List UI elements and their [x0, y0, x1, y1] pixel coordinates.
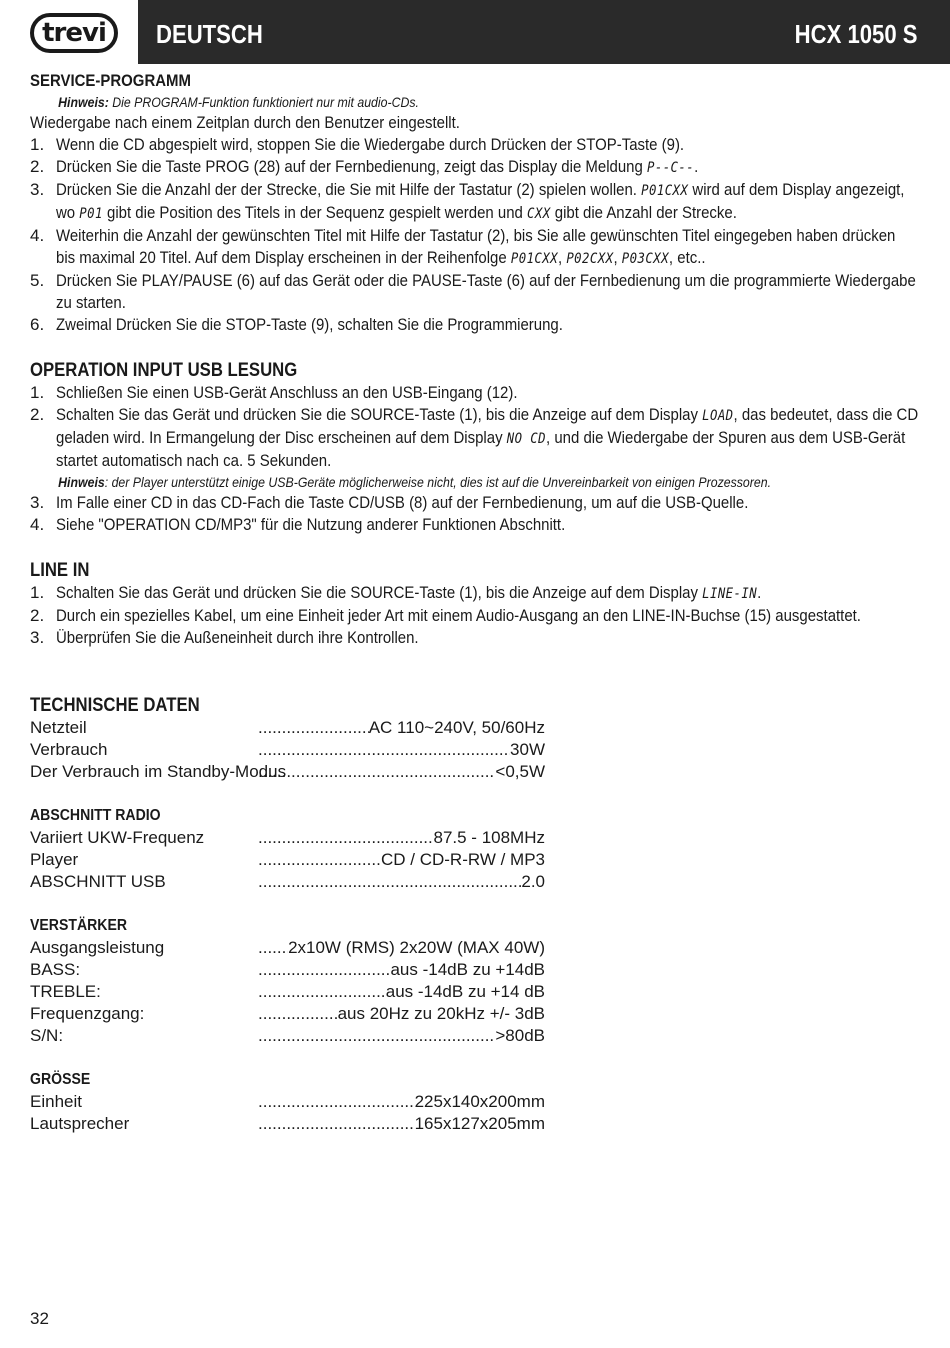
lcd-text: CXX [527, 206, 551, 222]
header-bar [138, 0, 950, 64]
spec-row [30, 827, 545, 849]
section-title-size: GRÖSSE [30, 1071, 91, 1088]
spec-row [30, 739, 545, 761]
service-note: Hinweis: Die PROGRAM-Funktion funktioniert nur mit audio-CDs. [58, 94, 419, 110]
section-title-service: SERVICE-PROGRAMM [30, 71, 191, 90]
lcd-text: P--C-- [646, 160, 695, 176]
logo-area [0, 0, 138, 64]
lcd-text: P01 [79, 206, 103, 222]
list-item: 3. Im Falle einer CD in das CD-Fach die Taste CD/USB (8) auf der Fernbedienung, um auf die USB-Quelle. [30, 493, 749, 512]
spec-row [30, 871, 545, 893]
spec-label: TREBLE: [30, 982, 101, 1001]
leader-dots [258, 959, 390, 981]
page-header [0, 0, 950, 64]
spec-value: 30W [510, 740, 545, 759]
spec-general-list [30, 717, 920, 783]
list-item: 1. Schalten Sie das Gerät und drücken Sie die SOURCE-Taste (1), bis die Anzeige auf dem Display LINE-IN. [30, 583, 762, 602]
spec-row [30, 1003, 545, 1025]
service-steps [30, 134, 920, 336]
leader-dots [258, 1091, 415, 1113]
spec-value: AC 110~240V, 50/60Hz [368, 718, 545, 737]
page-number: 32 [30, 1309, 49, 1328]
leader-dots [258, 981, 386, 1003]
leader-dots [258, 871, 521, 893]
spec-size-list [30, 1091, 920, 1135]
leader-dots [258, 827, 434, 849]
leader-dots [258, 937, 288, 959]
spec-row [30, 1113, 545, 1135]
list-item: 4. Siehe "OPERATION CD/MP3" für die Nutzung anderer Funktionen Abschnitt. [30, 515, 566, 534]
spec-label: S/N: [30, 1026, 64, 1045]
spec-label: Der Verbrauch im Standby-Modus [30, 762, 287, 781]
model-label: HCX 1050 S [795, 19, 918, 49]
leader-dots [258, 1025, 495, 1047]
lcd-text: P01CXX [510, 251, 558, 267]
spec-label: Netzteil [30, 718, 87, 737]
spec-label: ABSCHNITT USB [30, 872, 166, 891]
leader-dots [258, 1003, 338, 1025]
spec-value: 2x10W (RMS) 2x20W (MAX 40W) [288, 938, 545, 957]
usb-note: Hinweis: der Player unterstützt einige USB-Geräte möglicherweise nicht, dies ist auf die Unvereinbarkeit von einigen Prozessoren. [58, 474, 772, 490]
lcd-text: NO CD [506, 431, 547, 447]
spec-label: Frequenzgang: [30, 1004, 145, 1023]
spec-row [30, 849, 545, 871]
list-item: 1. Wenn die CD abgespielt wird, stoppen Sie die Wiedergabe durch Drücken der STOP-Taste (9). [30, 135, 685, 154]
lcd-text: LINE-IN [702, 586, 758, 602]
spec-value: 87.5 - 108MHz [433, 828, 545, 847]
spec-radio-list [30, 827, 920, 893]
spec-row [30, 717, 545, 739]
spec-value: CD / CD-R-RW / MP3 [380, 850, 545, 869]
spec-row [30, 761, 545, 783]
list-item: 2. Schalten Sie das Gerät und drücken Sie die SOURCE-Taste (1), bis die Anzeige auf dem Display LOAD, das bedeutet, dass die CD geladen wird. In Ermangelung der Disc erscheinen auf dem Display NO CD, und die Wiedergabe der Spuren aus dem USB-Gerät startet automatisch nach ca. 5 Sekunden. [30, 405, 919, 470]
list-item: 3. Drücken Sie die Anzahl der der Strecke, die Sie mit Hilfe der Tastatur (2) spielen wollen. P01CXX wird auf dem Display angezeigt, wo P01 gibt die Position des Titels in der Sequenz gespielt werden und CXX gibt die Anzahl der Strecke. [30, 180, 905, 222]
linein-steps [30, 582, 920, 649]
list-item: 6. Zweimal Drücken Sie die STOP-Taste (9), schalten Sie die Programmierung. [30, 315, 563, 334]
leader-dots [258, 849, 381, 871]
leader-dots [258, 739, 510, 761]
list-item: 1. Schließen Sie einen USB-Gerät Anschluss an den USB-Eingang (12). [30, 383, 518, 402]
section-title-specs: TECHNISCHE DATEN [30, 695, 200, 716]
spec-label: BASS: [30, 960, 81, 979]
usb-steps-2 [30, 492, 920, 536]
spec-amp-list [30, 937, 920, 1047]
leader-dots [258, 717, 369, 739]
list-item: 4. Weiterhin die Anzahl der gewünschten Titel mit Hilfe der Tastatur (2), bis Sie alle gewünschten Titel eingegeben haben drücken bis maximal 20 Titel. Auf dem Display erscheinen in der Reihenfolge P01CXX, P02CXX, P03CXX, etc.. [30, 226, 896, 267]
list-item: 5. Drücken Sie PLAY/PAUSE (6) auf das Gerät oder die PAUSE-Taste (6) auf der Fernbedienung um die programmierte Wiedergabe zu starten. [30, 271, 916, 312]
spec-label: Ausgangsleistung [30, 938, 165, 957]
lcd-text: P01CXX [641, 183, 689, 199]
spec-value: >80dB [495, 1026, 545, 1045]
spec-label: Lautsprecher [30, 1114, 130, 1133]
spec-label: Verbrauch [30, 740, 108, 759]
section-title-amp: VERSTÄRKER [30, 917, 128, 934]
manual-content [30, 70, 920, 1135]
section-title-radio: ABSCHNITT RADIO [30, 807, 161, 824]
spec-row [30, 1025, 545, 1047]
trevi-logo: trevi [30, 13, 118, 53]
section-title-usb: OPERATION INPUT USB LESUNG [30, 360, 298, 381]
spec-label: Player [30, 850, 79, 869]
spec-value: 225x140x200mm [414, 1092, 545, 1111]
spec-value: aus 20Hz zu 20kHz +/- 3dB [337, 1004, 545, 1023]
lcd-text: LOAD [702, 408, 734, 424]
lcd-text: P03CXX [621, 251, 669, 267]
list-item: 2. Durch ein spezielles Kabel, um eine Einheit jeder Art mit einem Audio-Ausgang an den LINE-IN-Buchse (15) ausgestattet. [30, 606, 861, 625]
leader-dots [258, 1113, 415, 1135]
spec-row [30, 1091, 545, 1113]
spec-row [30, 981, 545, 1003]
list-item: 2. Drücken Sie die Taste PROG (28) auf der Fernbedienung, zeigt das Display die Meldung P--C--. [30, 157, 699, 176]
service-intro: Wiedergabe nach einem Zeitplan durch den Benutzer eingestellt. [30, 113, 460, 132]
spec-value: aus -14dB zu +14 dB [385, 982, 545, 1001]
spec-value: <0,5W [495, 762, 545, 781]
lcd-text: P02CXX [566, 251, 614, 267]
leader-dots [258, 761, 495, 783]
spec-label: Variiert UKW-Frequenz [30, 828, 205, 847]
spec-label: Einheit [30, 1092, 82, 1111]
list-item: 3. Überprüfen Sie die Außeneinheit durch ihre Kontrollen. [30, 628, 419, 647]
section-title-linein: LINE IN [30, 560, 90, 581]
language-label: DEUTSCH [156, 19, 263, 49]
spec-row [30, 937, 545, 959]
spec-value: 165x127x205mm [414, 1114, 545, 1133]
spec-row [30, 959, 545, 981]
spec-value: aus -14dB zu +14dB [390, 960, 545, 979]
usb-steps [30, 382, 920, 472]
spec-value: 2.0 [521, 872, 545, 891]
